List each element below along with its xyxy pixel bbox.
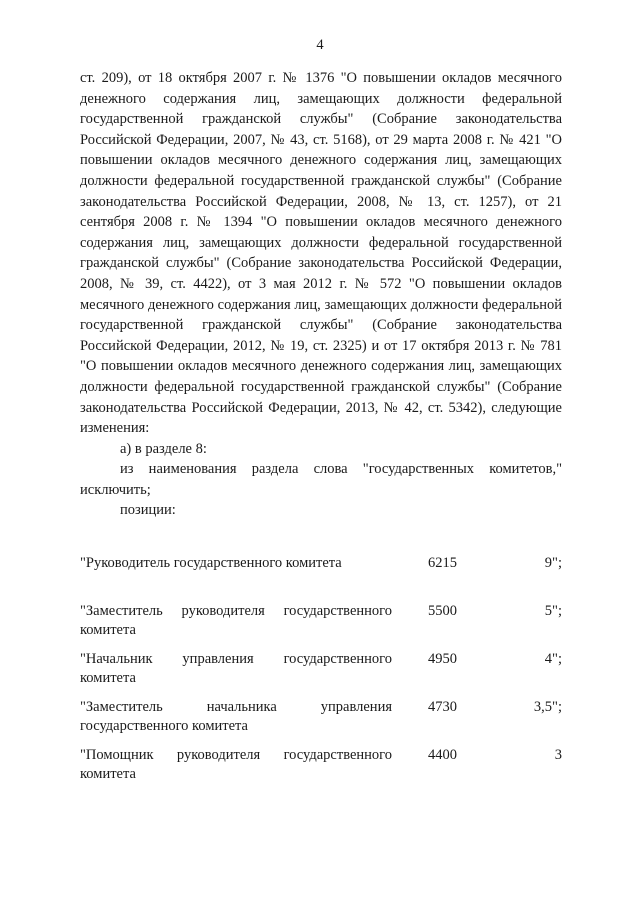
position-name: "Руководитель государственного комитета: [80, 555, 342, 571]
main-paragraph: ст. 209), от 18 октября 2007 г. № 1376 "О повышении окладов месячного денежного содержания лиц, замещающих должности федеральной государственной гражданской службы" (Собрание законодательства Российской Федерации, 2007, № 43, ст. 5168), от 29 марта 2008 г. № 421 "О повышении окладов месячного денежного содержания лиц, замещающих должности федеральной государственной гражданской службы" (Собрание законодательства Российской Федерации, 2008, № 13, ст. 1257), от 21 сентября 2008 г. № 1394 "О повышении окладов месячного денежного содержания лиц, замещающих должности федеральной государственной гражданской службы" (Собрание законодательства Российской Федерации, 2008, № 39, ст. 4422), от 3 мая 2012 г. № 572 "О повышении окладов месячного денежного содержания лиц, замещающих должности федеральной государственной гражданской службы" (Собрание законодательства Российской Федерации, 2012, № 19, ст. 2325) и от 17 октября 2013 г. № 781 "О повышении окладов месячного денежного содержания лиц, замещающих должности федеральной государственной гражданской службы" (Собрание законодательства Российской Федерации, 2013, № 42, ст. 5342), следующие изменения:: [80, 70, 562, 437]
position-row: [80, 650, 562, 698]
position-name: "Заместитель начальника управления государственного комитета: [80, 699, 392, 734]
position-row: [80, 602, 562, 650]
page-number: 4: [316, 37, 324, 53]
position-value: 5";: [544, 603, 562, 619]
exclude-clause: из наименования раздела слова "государственных комитетов," исключить;: [80, 461, 562, 498]
item-a: а) в разделе 8:: [120, 440, 207, 457]
position-name: "Начальник управления государственного комитета: [80, 651, 392, 686]
document-body: [80, 68, 562, 521]
position-code: 4730: [428, 699, 457, 715]
position-name: "Помощник руководителя государственного комитета: [80, 747, 392, 782]
position-value: 3: [554, 747, 562, 763]
position-code: 5500: [428, 603, 457, 619]
position-row: [80, 746, 562, 794]
position-code: 6215: [428, 555, 457, 571]
position-value: 9";: [544, 555, 562, 571]
position-value: 4";: [544, 651, 562, 667]
positions-label: позиции:: [120, 502, 176, 519]
position-row: [80, 554, 562, 602]
position-code: 4950: [428, 651, 457, 667]
position-name: "Заместитель руководителя государственного комитета: [80, 603, 392, 638]
position-code: 4400: [428, 747, 457, 763]
position-value: 3,5";: [533, 699, 562, 715]
positions-list: [80, 554, 562, 794]
position-row: [80, 698, 562, 746]
